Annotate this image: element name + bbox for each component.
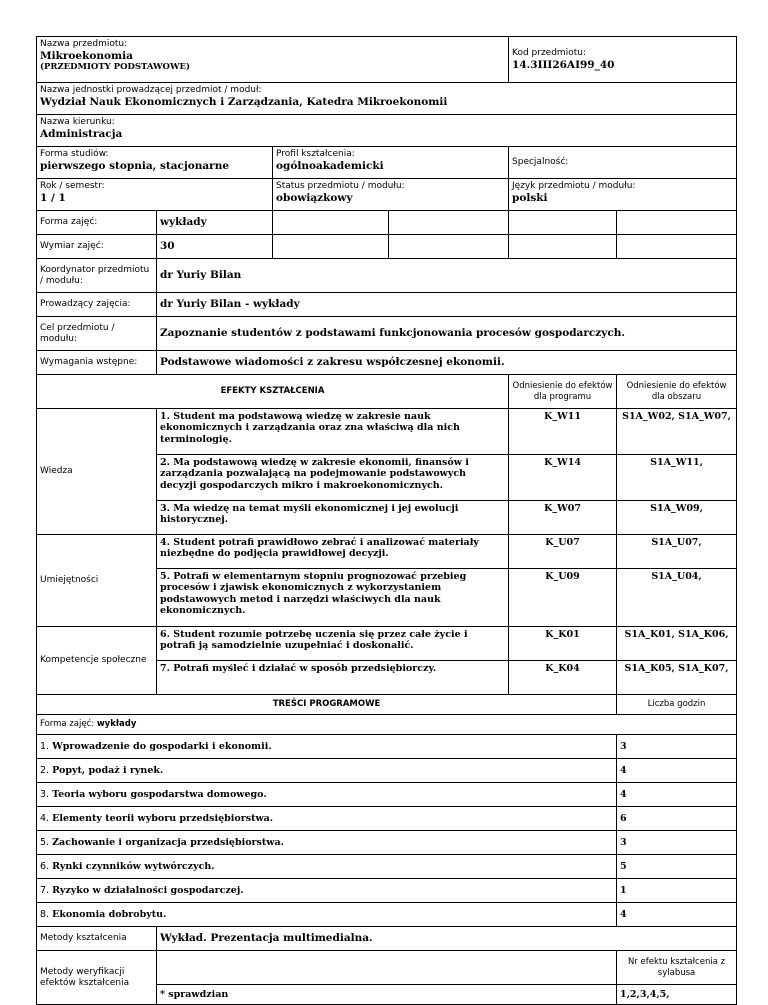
hours-value: 30 [157,235,273,259]
verification-method: * sprawdzian [157,985,617,1005]
outcomes-area-header: Odniesienie do efektów dla obszaru [617,375,737,409]
empty-cell [509,235,617,259]
content-item: 8. Ekonomia dobrobytu. [37,903,617,927]
outcome-text: 1. Student ma podstawową wiedzę w zakresie nauk ekonomicznych i zarządzania oraz zna właściwą dla nich terminologię. [157,409,509,455]
outcome-area-ref: S1A_U07, [617,535,737,569]
empty-cell [509,211,617,235]
language-value: polski [512,191,548,204]
study-form-cell [37,147,273,179]
content-hours: 3 [617,831,737,855]
verification-nr: 1,2,3,4,5, [617,985,737,1005]
content-form-value: wykłady [96,719,137,730]
field-value: Administracja [40,127,123,140]
year-label: Rok / semestr: [40,181,105,191]
outcome-program-ref: K_W11 [509,409,617,455]
subject-label: Nazwa przedmiotu: [40,39,128,49]
field-cell [37,115,737,147]
empty-cell [273,211,389,235]
coordinator-label: Koordynator przedmiotu / modułu: [37,259,157,293]
code-cell [509,37,737,83]
profile-value: ogólnoakademicki [276,159,384,172]
language-cell [509,179,737,211]
empty-cell [273,235,389,259]
empty-cell [389,211,509,235]
lecturer-value: dr Yuriy Bilan - wykłady [157,293,737,317]
empty-cell [157,951,617,985]
content-hours-header: Liczba godzin [617,695,737,715]
outcome-program-ref: K_W07 [509,501,617,535]
specialty-label: Specjalność: [512,157,569,168]
profile-cell [273,147,509,179]
coordinator-value: dr Yuriy Bilan [157,259,737,293]
empty-cell [617,235,737,259]
outcome-area-ref: S1A_K05, S1A_K07, [617,661,737,695]
outcome-area-ref: S1A_W11, [617,455,737,501]
hours-label: Wymiar zajęć: [37,235,157,259]
subject-group: (PRZEDMIOTY PODSTAWOWE) [40,62,191,73]
class-form-label: Forma zajęć: [37,211,157,235]
content-hours: 1 [617,879,737,903]
outcome-area-ref: S1A_W09, [617,501,737,535]
empty-cell [617,211,737,235]
specialty-cell [509,147,737,179]
methods-label: Metody kształcenia [37,927,157,951]
field-label: Nazwa kierunku: [40,117,115,127]
outcome-area-ref: S1A_W02, S1A_W07, [617,409,737,455]
outcome-program-ref: K_K01 [509,627,617,661]
outcome-group-skills: Umiejętności [37,535,157,627]
requirements-label: Wymagania wstępne: [37,351,157,375]
outcome-text: 4. Student potrafi prawidłowo zebrać i analizować materiały niezbędne do podjęcia prawidłowej decyzji. [157,535,509,569]
outcomes-header: EFEKTY KSZTAŁCENIA [37,375,509,409]
class-form-value: wykłady [157,211,273,235]
status-value: obowiązkowy [276,191,353,204]
content-item: 6. Rynki czynników wytwórczych. [37,855,617,879]
content-hours: 6 [617,807,737,831]
content-item: 4. Elementy teorii wyboru przedsiębiorstwa. [37,807,617,831]
outcome-area-ref: S1A_U04, [617,569,737,627]
content-item: 2. Popyt, podaż i rynek. [37,759,617,783]
unit-cell [37,83,737,115]
syllabus-table [36,36,737,1005]
outcome-text: 2. Ma podstawową wiedzę w zakresie ekonomii, finansów i zarządzania pozwalającą na podejmowanie podstawowych decyzji gospodarczych mikro i makroekonomicznych. [157,455,509,501]
content-item: 5. Zachowanie i organizacja przedsiębiorstwa. [37,831,617,855]
goal-value: Zapoznanie studentów z podstawami funkcjonowania procesów gospodarczych. [157,317,737,351]
outcome-program-ref: K_U09 [509,569,617,627]
lecturer-label: Prowadzący zajęcia: [37,293,157,317]
outcome-program-ref: K_U07 [509,535,617,569]
content-header: TREŚCI PROGRAMOWE [37,695,617,715]
content-item: 1. Wprowadzenie do gospodarki i ekonomii. [37,735,617,759]
content-hours: 4 [617,759,737,783]
content-item: 7. Ryzyko w działalności gospodarczej. [37,879,617,903]
study-form-value: pierwszego stopnia, stacjonarne [40,159,230,172]
year-value: 1 / 1 [40,191,66,204]
content-form-cell [37,715,737,735]
code-label: Kod przedmiotu: [512,47,586,58]
year-cell [37,179,273,211]
verification-nr-header: Nr efektu kształcenia z sylabusa [617,951,737,985]
status-label: Status przedmiotu / modułu: [276,181,405,191]
requirements-value: Podstawowe wiadomości z zakresu współczesnej ekonomii. [157,351,737,375]
methods-value: Wykład. Prezentacja multimedialna. [157,927,737,951]
unit-label: Nazwa jednostki prowadzącej przedmiot / moduł: [40,85,262,95]
outcome-text: 7. Potrafi myśleć i działać w sposób przedsiębiorczy. [157,661,509,695]
content-hours: 3 [617,735,737,759]
outcomes-program-header: Odniesienie do efektów dla programu [509,375,617,409]
language-label: Język przedmiotu / modułu: [512,181,636,191]
outcome-group-competences: Kompetencje społeczne [37,627,157,695]
content-hours: 5 [617,855,737,879]
unit-value: Wydział Nauk Ekonomicznych i Zarządzania, Katedra Mikroekonomii [40,95,448,108]
profile-label: Profil kształcenia: [276,149,355,159]
syllabus-page [36,36,736,1005]
empty-cell [389,235,509,259]
subject-code: 14.3III26AI99_40 [512,58,615,71]
status-cell [273,179,509,211]
verification-label: Metody weryfikacji efektów kształcenia [37,951,157,1005]
outcome-program-ref: K_W14 [509,455,617,501]
outcome-group-knowledge: Wiedza [37,409,157,535]
content-hours: 4 [617,783,737,807]
outcome-text: 6. Student rozumie potrzebę uczenia się przez całe życie i potrafi ją samodzielnie uzupełniać i doskonalić. [157,627,509,661]
content-form-label: Forma zajęć: [40,719,95,730]
outcome-program-ref: K_K04 [509,661,617,695]
subject-cell [37,37,509,83]
subject-name: Mikroekonomia [40,49,133,62]
outcome-area-ref: S1A_K01, S1A_K06, [617,627,737,661]
study-form-label: Forma studiów: [40,149,109,159]
outcome-text: 3. Ma wiedzę na temat myśli ekonomicznej i jej ewolucji historycznej. [157,501,509,535]
outcome-text: 5. Potrafi w elementarnym stopniu prognozować przebieg procesów i zjawisk ekonomicznych z wykorzystaniem podstawowych metod i narzędzi właściwych dla nauk ekonomicznych. [157,569,509,627]
content-item: 3. Teoria wyboru gospodarstwa domowego. [37,783,617,807]
goal-label: Cel przedmiotu / modułu: [37,317,157,351]
content-hours: 4 [617,903,737,927]
